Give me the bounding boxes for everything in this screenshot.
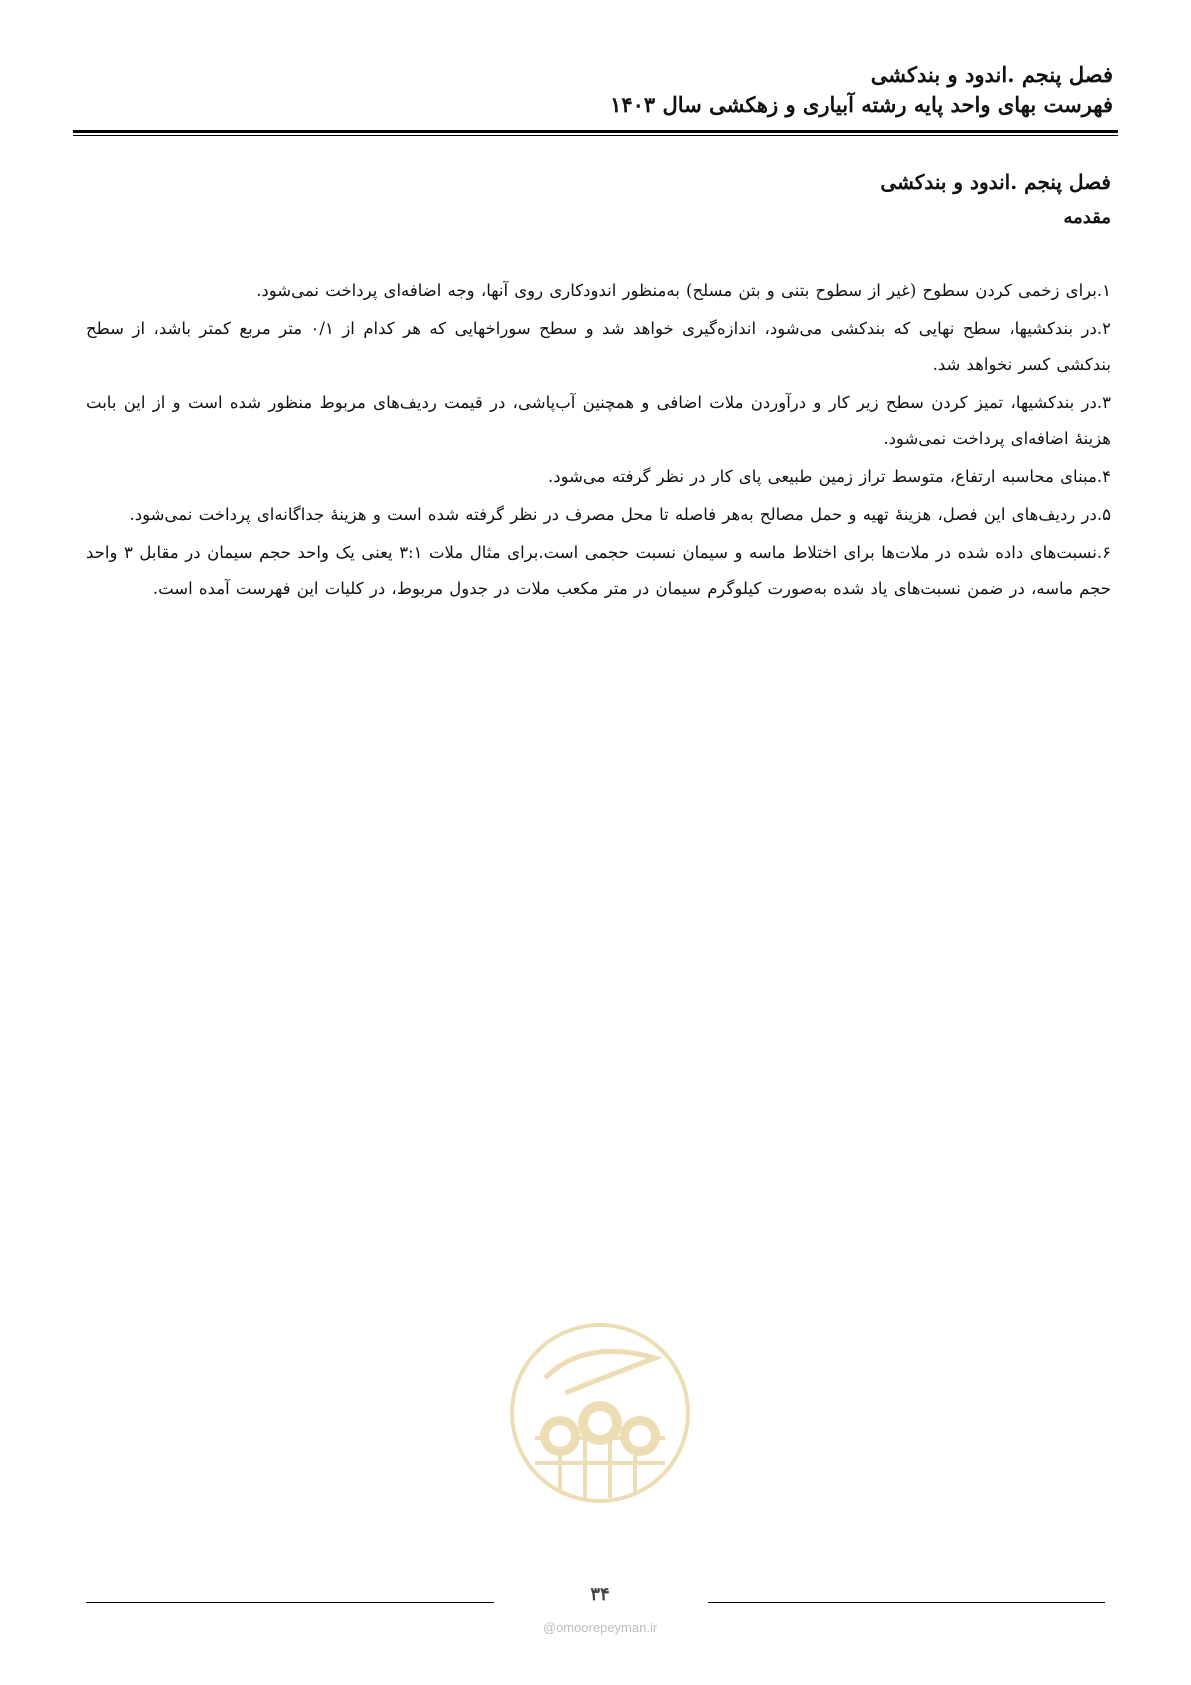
watermark-site-url: @omoorepeyman.ir bbox=[542, 1620, 658, 1635]
page-number: ۳۴ bbox=[590, 1584, 610, 1605]
header-rule-thin bbox=[73, 135, 1118, 136]
watermark-logo-icon bbox=[505, 1318, 695, 1508]
paragraph-3: ۳.در بندکشیها، تمیز کردن سطح زیر کار و درآوردن ملات اضافی و همچنین آب‌پاشی، در قیمت ردیف‌های مربوط منظور شده است و از این بابت هزینهٔ اضافه‌ای پرداخت نمی‌شود. bbox=[86, 393, 1111, 448]
section-title: مقدمه bbox=[1063, 207, 1111, 228]
paragraph-2: ۲.در بندکشیها، سطح نهایی که بندکشی می‌شود، اندازه‌گیری خواهد شد و سطح سوراخهایی که هر کدام از ۰/۱ متر مربع کمتر باشد، از سطح بندکشی کسر نخواهد شد. bbox=[86, 319, 1111, 374]
paragraph-4: ۴.مبنای محاسبه ارتفاع، متوسط تراز زمین طبیعی پای کار در نظر گرفته می‌شود. bbox=[547, 467, 1111, 486]
running-header bbox=[78, 60, 1113, 120]
paragraph-5: ۵.در ردیف‌های این فصل، هزینهٔ تهیه و حمل مصالح به‌هر فاصله تا محل مصرف در نظر گرفته شده است و هزینهٔ جداگانه‌ای پرداخت نمی‌شود. bbox=[129, 505, 1111, 524]
header-chapter: فصل پنجم .اندود و بندکشی bbox=[870, 62, 1113, 87]
footer-rule-right bbox=[708, 1602, 1105, 1603]
header-rule-thick bbox=[73, 130, 1118, 133]
paragraph-1: ۱.برای زخمی کردن سطوح (غیر از سطوح بتنی و بتن مسلح) به‌منظور اندودکاری روی آنها، وجه اضافه‌ای پرداخت نمی‌شود. bbox=[256, 281, 1111, 300]
body-text bbox=[86, 273, 1111, 609]
footer-rule-left bbox=[86, 1602, 494, 1603]
chapter-title: فصل پنجم .اندود و بندکشی bbox=[880, 170, 1111, 194]
header-publication-title: فهرست بهای واحد پایه رشته آبیاری و زهکشی سال ۱۴۰۳ bbox=[610, 92, 1113, 117]
paragraph-6: ۶.نسبت‌های داده شده در ملات‌ها برای اختلاط ماسه و سیمان نسبت حجمی است.برای مثال ملات ۳:۱ یعنی یک واحد حجم سیمان در مقابل ۳ واحد حجم ماسه، در ضمن نسبت‌های یاد شده به‌صورت کیلوگرم سیمان در متر مکعب ملات در جدول مربوط، در کلیات این فهرست آمده است. bbox=[86, 543, 1111, 598]
